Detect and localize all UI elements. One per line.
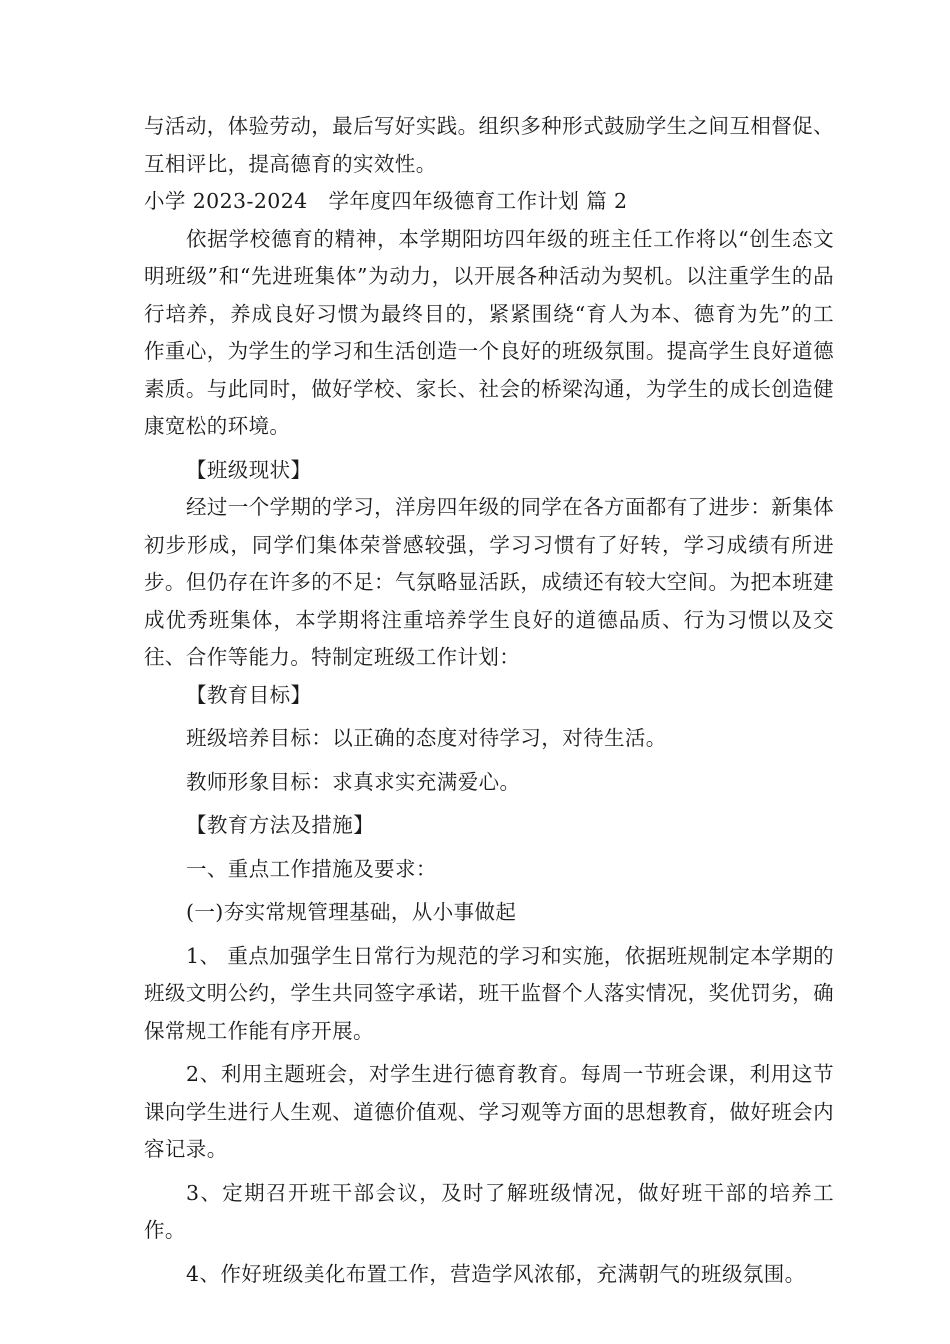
list-item-1: 1、 重点加强学生日常行为规范的学习和实施，依据班规制定本学期的班级文明公约，学生共同签字承诺，班干监督个人落实情况，奖优罚劣，确保常规工作能有序开展。 (144, 943, 834, 1043)
goal-teacher-image: 教师形象目标：求真求实充满爱心。 (186, 769, 521, 794)
heading-class-status: 【班级现状】 (186, 457, 312, 482)
heading-methods-measures: 【教育方法及措施】 (186, 813, 375, 837)
list-item-4: 4、作好班级美化布置工作，营造学风浓郁，充满朝气的班级氛围。 (186, 1261, 806, 1286)
list-item-2: 2、利用主题班会，对学生进行德育教育。每周一节班会课，利用这节课向学生进行人生观、道德价值观、学习观等方面的思想教育，做好班会内容记录。 (144, 1062, 834, 1161)
section-title: 小学 2023-2024 学年度四年级德育工作计划 篇 2 (144, 189, 628, 213)
paragraph-class-status: 经过一个学期的学习，洋房四年级的同学在各方面都有了进步：新集体初步形成，同学们集体荣誉感较强，学习习惯有了好转，学习成绩有所进步。但仍存在许多的不足：气氛略显活跃，成绩还有较大空间。为把本班建成优秀班集体，本学期将注重培养学生良好的道德品质、行为习惯以及交往、合作等能力。特制定班级工作计划： (144, 495, 834, 669)
document-body (144, 108, 834, 1293)
subheading-routine-management: (一)夯实常规管理基础，从小事做起 (186, 900, 517, 924)
paragraph-intro: 依据学校德育的精神，本学期阳坊四年级的班主任工作将以“创生态文明班级”和“先进班集体”为动力，以开展各种活动为契机。以注重学生的品行培养，养成良好习惯为最终目的，紧紧围绕“育人为本、德育为先”的工作重心，为学生的学习和生活创造一个良好的班级氛围。提高学生良好道德素质。与此同时，做好学校、家长、社会的桥梁沟通，为学生的成长创造健康宽松的环境。 (144, 226, 834, 438)
goal-class-cultivation: 班级培养目标：以正确的态度对待学习，对待生活。 (186, 726, 667, 750)
subheading-key-measures: 一、重点工作措施及要求： (186, 856, 437, 881)
paragraph-continuation: 与活动，体验劳动，最后写好实践。组织多种形式鼓励学生之间互相督促、互相评比，提高德育的实效性。 (144, 114, 834, 176)
heading-education-goals: 【教育目标】 (186, 682, 312, 707)
list-item-3: 3、定期召开班干部会议，及时了解班级情况，做好班干部的培养工作。 (144, 1180, 834, 1242)
